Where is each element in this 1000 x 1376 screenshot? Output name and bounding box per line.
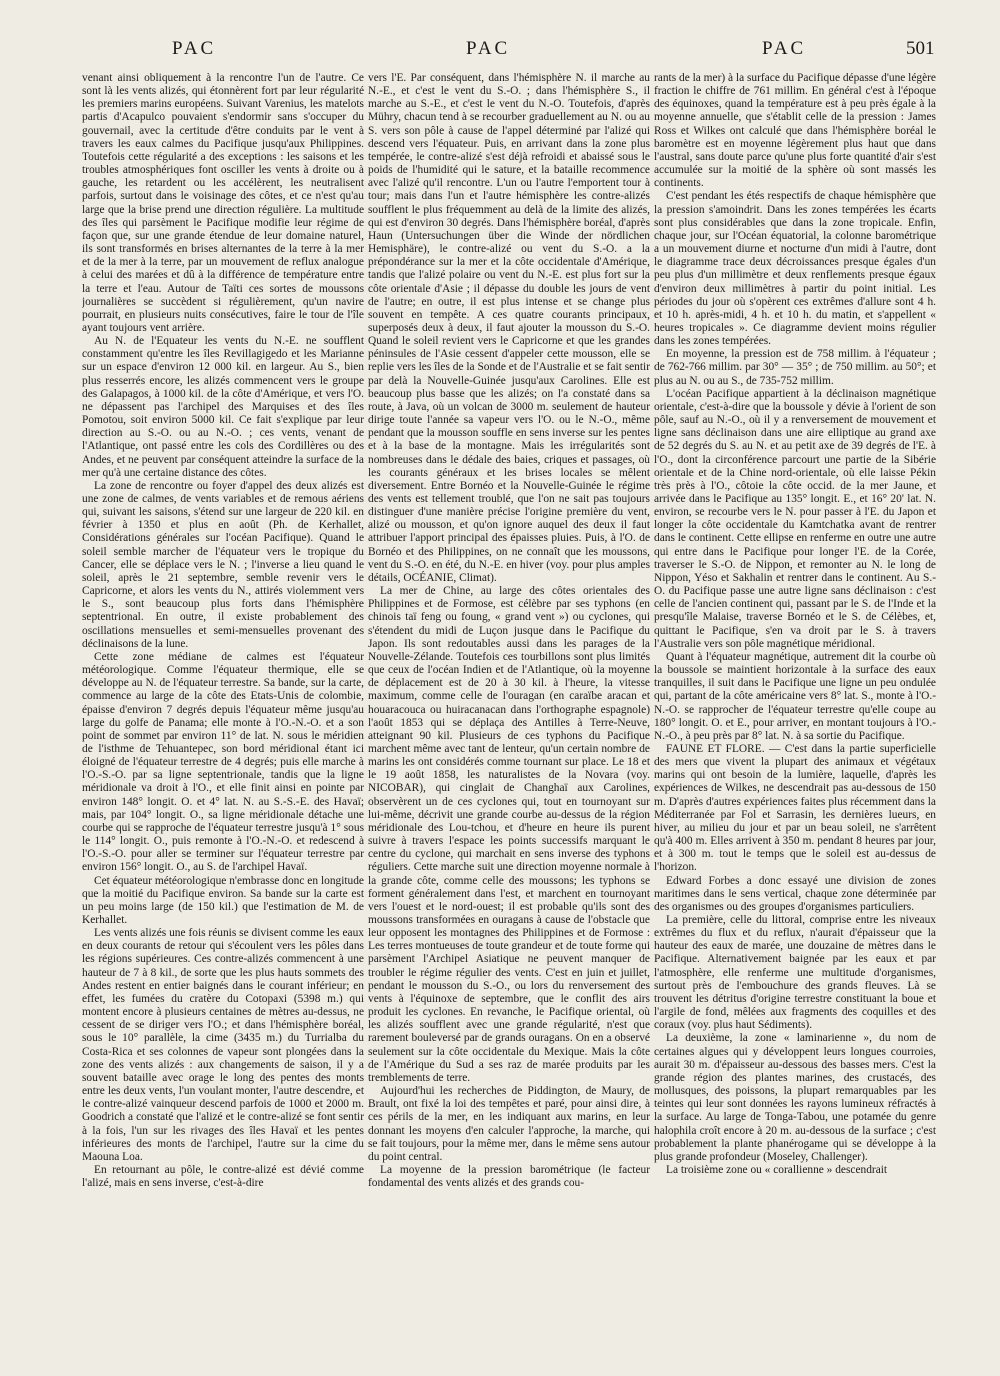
text-column-2 — [368, 72, 650, 1362]
paragraph: En retournant au pôle, le contre-alizé est dévié comme l'alizé, mais en sens inverse, c'est-à-dire — [82, 1163, 364, 1190]
paragraph: rants de la mer) à la surface du Pacifique dépasse d'une légère fraction le chiffre de 761 millim. En général c'est à l'époque des équinoxes, quand la température est à peu près égale à la moyenne annuelle, que s'établit celle de la pression : James Ross et Wilkes ont calculé que dans l'hémisphère boréal le baromètre est en moyenne légèrement plus haut que dans l'austral, sans doute parce qu'une plus forte quantité d'air s'est accumulée sur la moitié de la sphère où sont massés les continents. — [654, 72, 936, 190]
paragraph: La moyenne de la pression barométrique (le facteur fondamental des vents alizés et des grands cou- — [368, 1163, 650, 1190]
paragraph: En moyenne, la pression est de 758 millim. à l'équateur ; de 762-766 millim. par 30° — 35° ; de 750 millim. au 50°; et plus au N. ou au S., de 735-752 millim. — [654, 348, 936, 387]
header-headword-left: PAC — [172, 38, 217, 59]
text-column-3 — [654, 72, 936, 1362]
paragraph: Aujourd'hui les recherches de Piddington, de Maury, de Brault, ont fixé la loi des tempêtes et paré, pour ainsi dire, à ces périls de la mer, en les indiquant aux marins, en leur donnant les moyens d'en calculer l'approche, la marche, qui se fait toujours, pour la même mer, dans le même sens autour du point central. — [368, 1085, 650, 1163]
paragraph: La zone de rencontre ou foyer d'appel des deux alizés est une zone de calmes, de vents variables et de remous aériens qui, suivant les saisons, s'étend sur une largeur de 220 kil. en février à 1350 et plus en août (Ph. de Kerhallet, Considérations générales sur l'océan Pacifique). Quand le soleil semble marcher de l'équateur vers le tropique du Cancer, elle se déplace vers le N. ; l'inverse a lieu quand le soleil, après le 21 septembre, semble revenir vers le Capricorne, et alors les vents du N., attirés violemment vers le S., sont beaucoup plus forts dans l'hémisphère septentrional. En outre, il existe probablement des oscillations mensuelles et semi-mensuelles provenant des déclinaisons de la lune. — [82, 479, 364, 650]
paragraph: Au N. de l'Equateur les vents du N.-E. ne soufflent constamment qu'entre les îles Revillagigedo et les Marianne sur un espace d'environ 12 000 kil. en largeur. Au S., bien plus resserrés encore, les alizés commencent vers le groupe des Galapagos, à 1000 kil. de la côte d'Amérique, et vers l'O. ne dépassent pas l'archipel des Marquises et des îles Pomotou, soit environ 5000 kil. Ce fait s'explique par leur direction au S.-O. ou au N.-O. ; ces vents, venant de l'Atlantique, ont passé entre les cols des Cordillères ou des Andes, et ne peuvent par conséquent atteindre la surface de la mer qu'à une certaine distance des côtes. — [82, 335, 364, 479]
paragraph: Edward Forbes a donc essayé une division de zones maritimes dans le sens vertical, chaque zone déterminée par des organismes ou des groupes d'organismes particuliers. — [654, 874, 936, 913]
paragraph: Quant à l'équateur magnétique, autrement dit la courbe où la boussole se maintient horizontale à la surface des eaux tranquilles, il suit dans le Pacifique une ligne un peu ondulée qui, partant de la côte américaine vers 8° lat. S., monte à l'O.-N.-O. se rapprocher de l'équateur terrestre qu'elle coupe au 180° longit. O. et E., pour arriver, en montant toujours à l'O.-N.-O., à peu près par 8° lat. N. à sa sortie du Pacifique. — [654, 650, 936, 742]
paragraph: La mer de Chine, au large des côtes orientales des Philippines et de Formose, est célèbre par ses typhons (en chinois taï feng ou foung, « grand vent ») ou cyclones, qui s'étendent du midi de Luçon jusque dans le Pacifique du Japon. Ils sont redoutables aussi dans les parages de la Nouvelle-Zélande. Toutefois ces tourbillons sont plus limités que ceux de l'océan Indien et de l'Atlantique, où la moyenne de déplacement est de 20 à 30 kil. à l'heure, la vitesse maximum, comme celle de l'ouragan (en caraïbe aracan et houaracouca ou huiracanacan dans l'orthographe espagnole) l'août 1853 qui se déplaça des Antilles à Terre-Neuve, atteignant 90 kil. Plusieurs de ces typhons du Pacifique marchent même avec tant de lenteur, qu'un certain nombre de marins les ont considérés comme tournant sur place. Le 18 et le 19 août 1858, les naturalistes de la Novara (voy. NICOBAR), qui cinglait de Changhaï aux Carolines, observèrent un de ces cyclones qui, tout en tournoyant sur lui-même, décrivit une grande courbe au-dessus de la région méridionale des Lou-tchou, et d'heure en heure ils purent suivre à travers l'espace les points successifs marquant le centre du cyclone, qui marchait en sens inverse des typhons réguliers. Cette marche suit une direction moyenne normale à la grande côte, comme celle des moussons; les typhons se forment généralement dans l'est, et marchent en tournoyant vers l'ouest et le nord-ouest; il est probable qu'ils sont des moussons transformées en ouragans à cause de l'obstacle que leur opposent les montagnes des Philippines et de Formose : Les terres montueuses de toute grandeur et de toute forme qui parsèment l'Archipel Asiatique ne peuvent manquer de troubler le régime régulier des vents. C'est en juin et juillet, pendant le mousson du S.-O., ou lors du renversement des vents à l'équinoxe de septembre, que le conflit des airs produit les cyclones. En revanche, le Pacifique oriental, où les alizés soufflent avec une grande régularité, n'est que rarement bouleversé par de grands ouragans. On en a observé seulement sur la côte occidentale du Mexique. Mais la côte de l'Amérique du Sud a ses raz de marée produits par les tremblements de terre. — [368, 585, 650, 1084]
header-headword-right: PAC — [762, 38, 807, 59]
paragraph: La première, celle du littoral, comprise entre les niveaux extrêmes du flux et du reflux, n'aurait d'épaisseur que la hauteur des eaux de marée, une douzaine de mètres dans le Pacifique. Alternativement baignée par les eaux et par l'atmosphère, elle renferme une multitude d'organismes, surtout près de l'embouchure des grands fleuves. Là se trouvent les détritus d'origine terrestre constituant la boue et l'argile de fond, mêlées aux fragments des coquilles et des coraux (voy. plus haut Sédiments). — [654, 914, 936, 1032]
paragraph: La troisième zone ou « corallienne » descendrait — [666, 1163, 888, 1176]
paragraph: FAUNE ET FLORE. — C'est dans la partie superficielle des mers que vivent la plupart des animaux et végétaux marins qui ont besoin de la lumière, laquelle, d'après les expériences de Wilkes, ne descendrait pas au-dessous de 150 m. D'après d'autres expériences faites plus récemment dans la Méditerranée par Fol et Sarrasin, les dernières lueurs, en hiver, au milieu du jour et par un beau soleil, ne s'arrêtent qu'à 400 m. Elles arrivent à 350 m. pendant 8 heures par jour, et à 300 m. tout le temps que le soleil est au-dessus de l'horizon. — [654, 742, 936, 874]
running-header — [0, 38, 1000, 68]
page-number: 501 — [906, 38, 935, 59]
paragraph: vers l'E. Par conséquent, dans l'hémisphère N. il marche au N.-E., et c'est le vent du S.-O. ; dans l'hémisphère S., il marche au S.-E., et c'est le vent du N.-O. Toutefois, d'après Mühry, chacun tend à se recourber graduellement au N. ou au S. vers son pôle à cause de l'appel déterminé par l'alizé qui descend vers l'équateur. Puis, en arrivant dans la zone plus tempérée, le contre-alizé s'est déjà refroidi et abaissé sous le poids de l'humidité qui le sature, et la bataille recommence avec l'alizé qu'il rencontre. L'un ou l'autre l'emportent tour à tour; mais dans l'un et l'autre hémisphère les contre-alizés soufflent le plus fréquemment au delà de la limite des alizés, qui est d'environ 30 degrés. Dans l'hémisphère boréal, d'après Haun (Untersuchungen über die Winde der nördlichen Hemisphäre), le contre-alizé ou vent du S.-O. a la prépondérance sur la mer et la côte occidentale d'Amérique, tandis que l'alizé polaire ou vent du N.-E. est plus fort sur la côte orientale d'Asie ; il dépasse du double les jours de vent de l'autre; en outre, il est plus intense et se change plus souvent en tempête. A ces quatre courants principaux, superposés deux à deux, il faut ajouter la mousson du S.-O. Quand le soleil revient vers le Capricorne et que les grandes péninsules de l'Asie cessent d'appeler cette mousson, elle se replie vers les îles de la Sonde et de l'Australie et se fait sentir par delà la Nouvelle-Guinée jusqu'aux Carolines. Elle est beaucoup plus basse que les alizés; on l'a constaté dans sa route, à Java, où un volcan de 3000 m. seulement de hauteur dirige toute l'année sa vapeur vers l'O. ou le N.-O., même pendant que la mousson souffle en sens inverse sur les pentes et à la base de la montagne. Mais les irrégularités sont nombreuses dans le dédale des baies, criques et passages, où les courants généraux et les brises locales se mêlent diversement. Entre Bornéo et la Nouvelle-Guinée le régime des vents est tellement troublé, que l'on ne sait pas toujours distinguer d'une manière précise l'origine première du vent, alizé ou mousson, et qu'on ignore auquel des deux il faut attribuer l'apport principal des épaisses pluies. Puis, à l'O. de Bornéo et des Philippines, on ne connaît que les moussons, vent du S.-O. en été, du N.-E. en hiver (voy. pour plus amples détails, OCÉANIE, Climat). — [368, 72, 650, 584]
text-column-1 — [82, 72, 364, 1362]
paragraph: La deuxième, la zone « laminarienne », du nom de certaines algues qui y développent leurs longues courroies, aurait 30 m. d'épaisseur au-dessous des basses mers. C'est la grande région des plantes marines, des crustacés, des mollusques, des poissons, la plupart remarquables par les teintes qui leur sont données les rayons lumineux réfractés à la surface. Au large de Tonga-Tabou, une potamée du genre halophila croît encore à 20 m. au-dessous de la surface ; c'est probablement la plante phanérogame qui se développe à la plus grande profondeur (Moseley, Challenger). — [654, 1032, 936, 1163]
paragraph: venant ainsi obliquement à la rencontre l'un de l'autre. Ce sont là les vents alizés, qui étonnèrent fort par leur régularité les premiers marins européens. Suivant Varenius, les matelots partis d'Acapulco pouvaient s'endormir sans s'occuper du gouvernail, avec la certitude d'être conduits par le vent à travers les eaux calmes du Pacifique jusqu'aux Philippines. Toutefois cette régularité a des exceptions : les saisons et les troubles atmosphériques font osciller les vents à droite ou à gauche, les retardent ou les accélèrent, les neutralisent parfois, surtout dans le voisinage des côtes, et ce n'est qu'au large que la brise prend une direction régulière. La multitude des îles qui parsèment le Pacifique modifie leur régime de façon que, sur une grande étendue de leur domaine naturel, ils sont transformés en brises alternantes de la terre à la mer et de la mer à la terre, par un mouvement de reflux analogue à celui des marées et dû à la différence de température entre la terre et l'eau. Autour de Taïti ces sortes de moussons journalières se succèdent si régulièrement, qu'un navire pourrait, en plusieurs nuits consécutives, faire le tour de l'île ayant toujours vent arrière. — [82, 72, 364, 334]
paragraph: Cet équateur météorologique n'embrasse donc en longitude que la moitié du Pacifique environ. Sa bande sur la carte est un peu moins large (de 150 kil.) que l'estimation de M. de Kerhallet. — [82, 874, 364, 926]
paragraph: Cette zone médiane de calmes est l'équateur météorologique. Comme l'équateur thermique, elle se développe au N. de l'équateur terrestre. Sa bande, sur la carte, commence au large de la côte des Etats-Unis de colombie, épaisse d'environ 7 degrés depuis l'équateur même jusqu'au large du golfe de Panama; elle monte à l'O.-N.-O. et a son point de sommet par environ 11° de lat. N. sous le méridien de l'isthme de Tehuantepec, son bord méridional étant ici éloigné de l'équateur terrestre de 4 degrés; puis elle marche à l'O.-S.-O. par sa ligne septentrionale, tandis que la ligne méridionale va droit à l'O., et elle finit ainsi en pointe par environ 148° longit. O. et 4° lat. N. au S.-S.-E. des Havaï; mais, par 104° longit. O., sa ligne méridionale détache une courbe qui se rapproche de l'équateur terrestre jusqu'à 1° sous le 114° longit. O., puis remonte à l'O.-N.-O. et redescend à l'O.-S.-O. pour aller se terminer sur l'équateur terrestre par environ 156° longit. O., au S. de l'archipel Havaï. — [82, 650, 364, 874]
header-headword-center: PAC — [466, 38, 511, 59]
paragraph: C'est pendant les étés respectifs de chaque hémisphère que la pression s'amoindrit. Dans les zones tempérées les écarts sont plus considérables que dans la zone tropicale. Enfin, chaque jour, sur l'Océan équatorial, la colonne barométrique a un mouvement diurne et nocturne d'un midi à l'autre, dont le diagramme trace deux décroissances presque égales d'un peu plus d'un millimètre et deux renflements presque égaux d'environ deux millimètres à partir du point initial. Les périodes du jour où s'opèrent ces extrêmes d'allure sont 4 h. et 10 h. après-midi, 4 h. et 10 h. du matin, et s'appellent « heures tropicales ». Ce diagramme devient moins régulier dans les zones tempérées. — [654, 190, 936, 348]
paragraph: Les vents alizés une fois réunis se divisent comme les eaux en deux courants de retour qui s'écoulent vers les pôles dans les régions supérieures. Ces contre-alizés commencent à une hauteur de 7 à 8 kil., de sorte que les plus hauts sommets des Andes restent en entier baignés dans le courant inférieur; en effet, les fumées du cratère du Cotopaxi (5398 m.) qui montent encore à plusieurs centaines de mètres au-dessus, ne cessent de se diriger vers l'O.; et dans l'hémisphère boréal, sous le 10° parallèle, la cime (3435 m.) du Turrialba du Costa-Rica et ses colonnes de vapeur sont plongées dans la zone des vents alizés : aux changements de saison, il y a souvent bataille avec orage le long des pentes des monts entre les deux vents, l'un voulant monter, l'autre descendre, et le contre-alizé vainqueur descend parfois de 1000 et 2000 m. Goodrich a constaté que l'alizé et le contre-alizé se font sentir à la fois, l'un sur les rivages des îles Havaï et les pentes inférieures des monts de l'archipel, l'autre sur la cime du Maouna Loa. — [82, 927, 364, 1163]
paragraph: L'océan Pacifique appartient à la déclinaison magnétique orientale, c'est-à-dire que la boussole y dévie à l'orient de son pôle, sauf au N.-O., où il y a renversement de mouvement et ligne sans déclinaison dans une aire elliptique au grand axe de 52 degrés du S. au N. et au petit axe de 39 degrés de l'E. à l'O., dont la circonférence parcourt une partie de la Sibérie orientale et de la Chine nord-orientale, où elle laisse Pékin très près à l'O., côtoie la côte occid. de la mer Jaune, et arrivée dans le Pacifique au 135° longit. E., et 16° 20' lat. N. environ, se recourbe vers le N. pour passer à l'E. du Japon et longer la côte occidentale du Kamtchatka avant de rentrer dans le continent. Cette ellipse en renferme en outre une autre qui entre dans le Pacifique pour longer l'E. de la Corée, traverser le S.-O. de Nippon, et remonter au N. le long de Nippon, Yéso et Sakhalin et rentrer dans le continent. Au S.-O. du Pacifique passe une autre ligne sans déclinaison : c'est celle de l'ancien continent qui, passant par le S. de l'Inde et la presqu'île Malaise, traverse Bornéo et le S. de Célèbes, et, quittant le Pacifique, s'en va droit par le S. à travers l'Australie vers son pôle magnétique méridional. — [654, 387, 936, 650]
